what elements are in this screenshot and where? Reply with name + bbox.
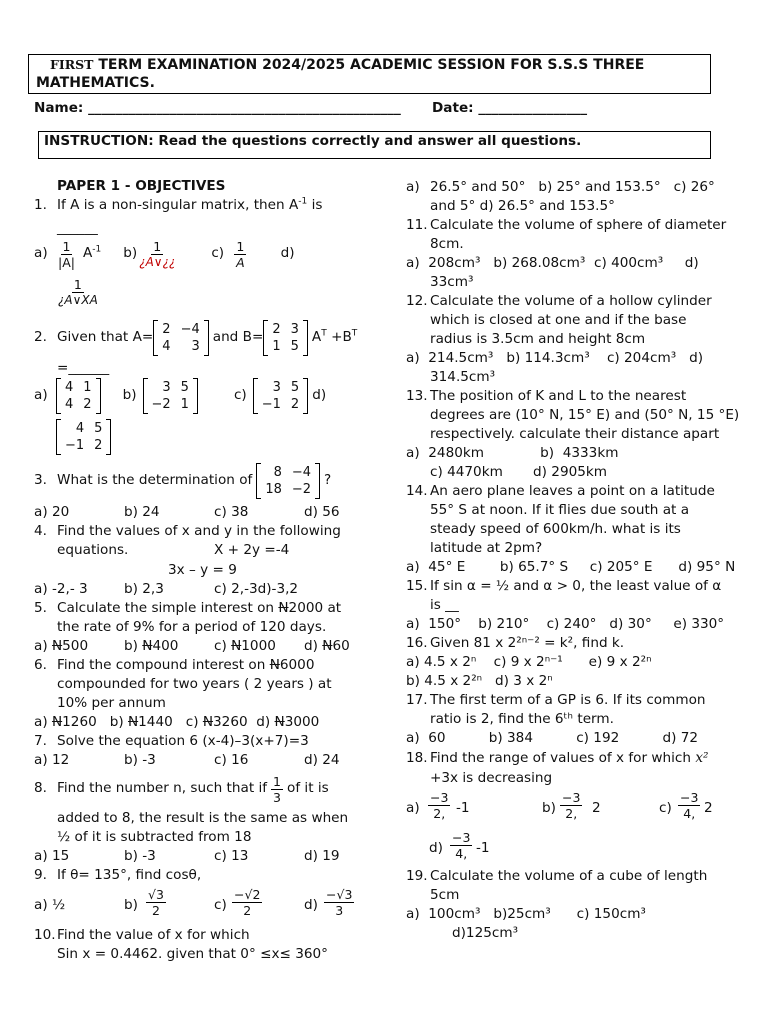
q1-option-d: $\frac{1}{¿A\vee XA}$: [58, 277, 98, 307]
q16-options: a) 4.5 x 2ⁿ c) 9 x 2ⁿ⁻¹ e) 9 x 2²ⁿ: [406, 654, 652, 670]
q14-line2: 55° S at noon. If it flies due south at a: [430, 502, 690, 518]
q17-options: a) 60 b) 384 c) 192 d) 72: [406, 730, 699, 746]
q6-line3: 10% per annum: [57, 695, 166, 711]
q4-eq2: 3x – y = 9: [168, 562, 237, 578]
q2-option-c-matrix: 3 5 −1 2: [253, 378, 308, 414]
q8-fraction: $\frac{1}{3}$: [273, 773, 281, 805]
subject-title: MATHEMATICS.: [36, 75, 155, 91]
q6-options: a) N1260 b) N1440 c) N3260 d) N3000: [34, 714, 320, 730]
section-title: PAPER 1 - OBJECTIVES: [57, 178, 226, 194]
q17-line2: ratio is 2, find the 6ᵗʰ term.: [430, 711, 614, 727]
q14-line3: steady speed of 600km/h. what is its: [430, 521, 681, 537]
q4-eq1: X + 2y =-4: [214, 542, 290, 558]
title-rest: TERM EXAMINATION 2024/2025 ACADEMIC SESSION FOR S.S.S THREE: [98, 57, 645, 73]
question-13: 13. The position of K and L to the nearest: [406, 388, 687, 404]
q19-options: a) 100cm³ b)25cm³ c) 150cm³: [406, 906, 646, 922]
name-field: Name: ______________________________________________: [34, 100, 401, 116]
q14-line4: latitude at 2pm?: [430, 540, 543, 556]
q10-line2: Sin x = 0.4462. given that 0° ≤x≤ 360°: [57, 946, 328, 962]
question-6: 6. Find the compound interest on N6000: [34, 657, 315, 673]
q15-options: a) 150° b) 210° c) 240° d) 30° e) 330°: [406, 616, 725, 632]
q12-line3: radius is 3.5cm and height 8cm: [430, 331, 646, 347]
question-4: 4. Find the values of x and y in the following: [34, 523, 341, 539]
q13-options: a) 2480km b) 4333km: [406, 445, 619, 461]
q13-line2: degrees are (10° N, 15° E) and (50° N, 15 °E): [430, 407, 740, 423]
q11-options-2: 33cm³: [430, 274, 474, 290]
q14-options: a) 45° E b) 65.7° S c) 205° E d) 95° N: [406, 559, 736, 575]
question-16: 16. Given 81 x 2²ⁿ⁻² = k², find k.: [406, 635, 625, 651]
q1-c-fraction: $\frac{1}{A}$: [236, 238, 245, 270]
q18-options: a) $\frac{-3}{2,}$ -1 b) $\frac{-3}{2,}$ 2 c) $\frac{-3}{4,}$ 2: [406, 790, 713, 821]
q13-options-2: c) 4470km d) 2905km: [430, 464, 608, 480]
q15-line2: is __: [430, 597, 459, 613]
exam-title: [50, 55, 644, 75]
question-17: 17. The first term of a GP is 6. If its common: [406, 692, 706, 708]
q12-line2: which is closed at one and if the base: [430, 312, 687, 328]
q1-options: a) $\frac{1}{|A|}$ $A^{-1}$ b) $\frac{1}{¿A\vee¿¿}$ c) $\frac{1}{A}$ d): [34, 238, 295, 270]
question-5: 5. Calculate the simple interest on N2000 at: [34, 600, 342, 616]
q11-options: a) 208cm³ b) 268.08cm³ c) 400cm³ d): [406, 255, 699, 271]
q5-line2: the rate of 9% for a period of 120 days.: [57, 619, 327, 635]
q10-options-line2: and 5° d) 26.5° and 153.5°: [430, 198, 615, 214]
question-15: 15. If sin α = ½ and α > 0, the least value of α: [406, 578, 722, 594]
question-3: 3. What is the determination of 8 −4 18 −2 ?: [34, 465, 332, 497]
question-2: 2. Given that A= 2 −4 4 3 and B= 2 3 1 5 $A^T +B^T$: [34, 322, 358, 354]
question-7: 7. Solve the equation 6 (x-4)–3(x+7)=3: [34, 733, 309, 749]
q1-b-fraction: $\frac{1}{¿A\vee¿¿}$: [139, 238, 176, 269]
matrix-b: 2 3 1 5: [263, 320, 308, 356]
date-field: Date: ________________: [432, 100, 588, 116]
matrix-m: 8 −4 18 −2: [256, 463, 320, 499]
q6-line2: compounded for two years ( 2 years ) at: [57, 676, 332, 692]
q11-line2: 8cm.: [430, 236, 464, 252]
question-12: 12. Calculate the volume of a hollow cylinder: [406, 293, 712, 309]
q2-option-d: [56, 419, 111, 455]
question-9: 9. If θ= 135°, find cosθ,: [34, 867, 202, 883]
q16-options-2: b) 4.5 x 2²ⁿ d) 3 x 2ⁿ: [406, 673, 553, 689]
matrix-a: 2 −4 4 3: [153, 320, 208, 356]
question-8: 8. Find the number n, such that if $\frac{1}{3}$ of it is: [34, 773, 329, 805]
q9-options: a) ½ b) $\frac{√3}{2}$ c) $\frac{-√2}{2}$ d) $\frac{-√3}{3}$: [34, 887, 353, 918]
q2-option-b-matrix: 3 5 −2 1: [143, 378, 198, 414]
instruction-text: INSTRUCTION: Read the questions correctly and answer all questions.: [44, 133, 582, 149]
q19-line2: 5cm: [430, 887, 460, 903]
q13-line3: respectively. calculate their distance apart: [430, 426, 720, 442]
q18-line2: +3x is decreasing: [430, 770, 553, 786]
q4-line2: equations.: [57, 542, 129, 558]
question-10: 10.Find the value of x for which: [34, 927, 250, 943]
q2-option-a-matrix: 4 1 4 2: [56, 378, 101, 414]
question-18: 18. Find the range of values of x for which x²: [406, 750, 709, 766]
q1-blank: ______: [57, 220, 98, 236]
q12-options: a) 214.5cm³ b) 114.3cm³ c) 204cm³ d): [406, 350, 704, 366]
q8-line2: added to 8, the result is the same as when: [57, 810, 349, 826]
question-11: 11. Calculate the volume of sphere of diameter: [406, 217, 727, 233]
q12-options-2: 314.5cm³: [430, 369, 496, 385]
q8-line3: ½ of it is subtracted from 18: [57, 829, 252, 845]
q2-option-d-matrix: 4 5 −1 2: [56, 419, 111, 455]
q2-blank: =______: [57, 360, 110, 376]
q19-options-2: d)125cm³: [452, 925, 519, 941]
q1-a-fraction: $\frac{1}{|A|}$: [58, 238, 75, 270]
title-first: FIRST: [50, 57, 94, 72]
q10-options-line1: a) 26.5° and 50° b) 25° and 153.5° c) 26°: [406, 179, 715, 195]
q18-option-d: d) $\frac{-3}{4,}$ -1: [429, 830, 490, 861]
question-14: 14. An aero plane leaves a point on a latitude: [406, 483, 715, 499]
q2-options: a) 4 1 4 2 b) 3 5 −2 1 c) 3 5 −1 2 d): [34, 380, 327, 412]
question-1: 1. If A is a non-singular matrix, then $A^{-1}$ is: [34, 196, 323, 213]
question-19: 19. Calculate the volume of a cube of length: [406, 868, 708, 884]
